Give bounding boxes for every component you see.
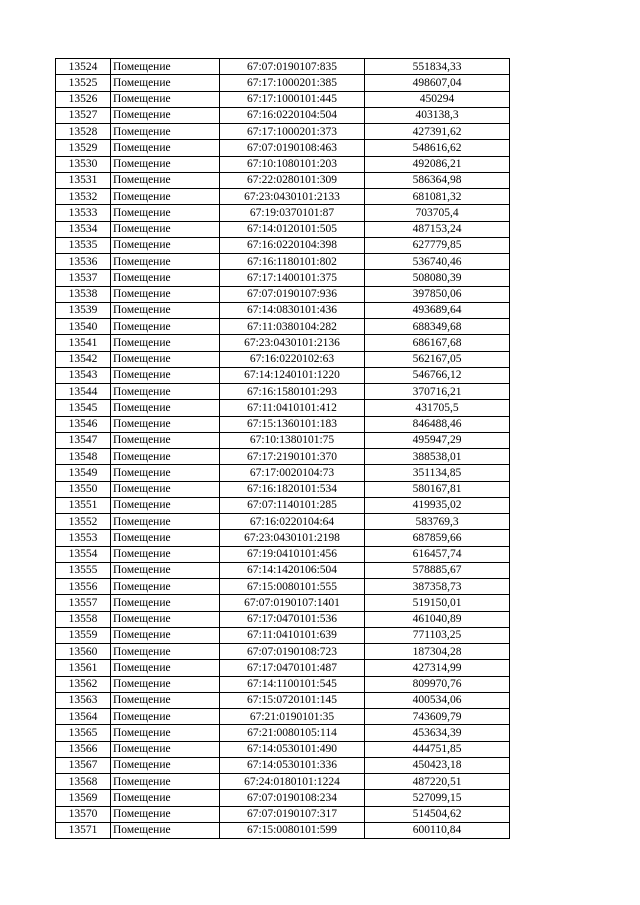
object-type-cell: Помещение xyxy=(111,741,220,757)
row-number-cell: 13535 xyxy=(56,237,111,253)
table-row xyxy=(56,302,510,318)
row-number-cell: 13543 xyxy=(56,367,111,383)
object-type-cell: Помещение xyxy=(111,107,220,123)
object-type-cell: Помещение xyxy=(111,91,220,107)
table-row xyxy=(56,579,510,595)
object-type-cell: Помещение xyxy=(111,270,220,286)
cadastral-number-cell: 67:16:1180101:802 xyxy=(220,254,365,270)
row-number-cell: 13534 xyxy=(56,221,111,237)
cadastral-value-cell: 351134,85 xyxy=(365,465,510,481)
object-type-cell: Помещение xyxy=(111,692,220,708)
cadastral-number-cell: 67:16:0220104:504 xyxy=(220,107,365,123)
cadastral-number-cell: 67:17:0470101:536 xyxy=(220,611,365,627)
row-number-cell: 13532 xyxy=(56,189,111,205)
row-number-cell: 13547 xyxy=(56,432,111,448)
cadastral-number-cell: 67:17:1000201:385 xyxy=(220,75,365,91)
table-row xyxy=(56,335,510,351)
table-row xyxy=(56,124,510,140)
table-row xyxy=(56,221,510,237)
row-number-cell: 13548 xyxy=(56,449,111,465)
cadastral-value-cell: 461040,89 xyxy=(365,611,510,627)
cadastral-value-cell: 616457,74 xyxy=(365,546,510,562)
object-type-cell: Помещение xyxy=(111,172,220,188)
cadastral-number-cell: 67:14:1100101:545 xyxy=(220,676,365,692)
object-type-cell: Помещение xyxy=(111,774,220,790)
row-number-cell: 13525 xyxy=(56,75,111,91)
cadastral-number-cell: 67:23:0430101:2136 xyxy=(220,335,365,351)
cadastral-value-cell: 546766,12 xyxy=(365,367,510,383)
table-row xyxy=(56,660,510,676)
cadastral-value-cell: 403138,3 xyxy=(365,107,510,123)
row-number-cell: 13549 xyxy=(56,465,111,481)
object-type-cell: Помещение xyxy=(111,709,220,725)
table-row xyxy=(56,595,510,611)
row-number-cell: 13570 xyxy=(56,806,111,822)
object-type-cell: Помещение xyxy=(111,189,220,205)
row-number-cell: 13540 xyxy=(56,319,111,335)
cadastral-number-cell: 67:15:0080101:555 xyxy=(220,579,365,595)
cadastral-number-cell: 67:21:0080105:114 xyxy=(220,725,365,741)
table-row xyxy=(56,254,510,270)
cadastral-value-cell: 400534,06 xyxy=(365,692,510,708)
row-number-cell: 13531 xyxy=(56,172,111,188)
table-row xyxy=(56,530,510,546)
table-row xyxy=(56,367,510,383)
table-row xyxy=(56,790,510,806)
cadastral-number-cell: 67:14:0120101:505 xyxy=(220,221,365,237)
table-row xyxy=(56,676,510,692)
object-type-cell: Помещение xyxy=(111,595,220,611)
cadastral-value-cell: 388538,01 xyxy=(365,449,510,465)
cadastral-number-cell: 67:17:1000101:445 xyxy=(220,91,365,107)
cadastral-value-cell: 450294 xyxy=(365,91,510,107)
cadastral-number-cell: 67:21:0190101:35 xyxy=(220,709,365,725)
object-type-cell: Помещение xyxy=(111,384,220,400)
table-row xyxy=(56,319,510,335)
row-number-cell: 13554 xyxy=(56,546,111,562)
row-number-cell: 13536 xyxy=(56,254,111,270)
table-row xyxy=(56,481,510,497)
cadastral-value-cell: 562167,05 xyxy=(365,351,510,367)
object-type-cell: Помещение xyxy=(111,611,220,627)
cadastral-number-cell: 67:07:0190107:1401 xyxy=(220,595,365,611)
cadastral-number-cell: 67:23:0430101:2198 xyxy=(220,530,365,546)
table-row xyxy=(56,75,510,91)
row-number-cell: 13563 xyxy=(56,692,111,708)
object-type-cell: Помещение xyxy=(111,725,220,741)
registry-table xyxy=(55,58,510,839)
row-number-cell: 13544 xyxy=(56,384,111,400)
object-type-cell: Помещение xyxy=(111,205,220,221)
object-type-cell: Помещение xyxy=(111,351,220,367)
table-row xyxy=(56,709,510,725)
table-row xyxy=(56,757,510,773)
cadastral-value-cell: 453634,39 xyxy=(365,725,510,741)
row-number-cell: 13545 xyxy=(56,400,111,416)
table-row xyxy=(56,91,510,107)
cadastral-number-cell: 67:14:1420106:504 xyxy=(220,562,365,578)
cadastral-number-cell: 67:15:1360101:183 xyxy=(220,416,365,432)
object-type-cell: Помещение xyxy=(111,400,220,416)
table-row xyxy=(56,774,510,790)
cadastral-number-cell: 67:07:0190108:723 xyxy=(220,644,365,660)
row-number-cell: 13551 xyxy=(56,497,111,513)
cadastral-value-cell: 498607,04 xyxy=(365,75,510,91)
row-number-cell: 13564 xyxy=(56,709,111,725)
cadastral-value-cell: 519150,01 xyxy=(365,595,510,611)
cadastral-number-cell: 67:16:0220104:64 xyxy=(220,514,365,530)
cadastral-number-cell: 67:14:0830101:436 xyxy=(220,302,365,318)
object-type-cell: Помещение xyxy=(111,367,220,383)
row-number-cell: 13530 xyxy=(56,156,111,172)
table-row xyxy=(56,351,510,367)
object-type-cell: Помещение xyxy=(111,497,220,513)
object-type-cell: Помещение xyxy=(111,319,220,335)
object-type-cell: Помещение xyxy=(111,237,220,253)
cadastral-value-cell: 508080,39 xyxy=(365,270,510,286)
cadastral-value-cell: 687859,66 xyxy=(365,530,510,546)
object-type-cell: Помещение xyxy=(111,757,220,773)
cadastral-value-cell: 627779,85 xyxy=(365,237,510,253)
row-number-cell: 13561 xyxy=(56,660,111,676)
row-number-cell: 13538 xyxy=(56,286,111,302)
cadastral-number-cell: 67:10:1080101:203 xyxy=(220,156,365,172)
cadastral-value-cell: 431705,5 xyxy=(365,400,510,416)
table-row xyxy=(56,384,510,400)
row-number-cell: 13565 xyxy=(56,725,111,741)
cadastral-number-cell: 67:15:0080101:599 xyxy=(220,822,365,838)
table-row xyxy=(56,562,510,578)
cadastral-value-cell: 427314,99 xyxy=(365,660,510,676)
row-number-cell: 13550 xyxy=(56,481,111,497)
row-number-cell: 13526 xyxy=(56,91,111,107)
row-number-cell: 13541 xyxy=(56,335,111,351)
row-number-cell: 13529 xyxy=(56,140,111,156)
cadastral-value-cell: 536740,46 xyxy=(365,254,510,270)
row-number-cell: 13559 xyxy=(56,627,111,643)
cadastral-value-cell: 527099,15 xyxy=(365,790,510,806)
row-number-cell: 13552 xyxy=(56,514,111,530)
row-number-cell: 13560 xyxy=(56,644,111,660)
object-type-cell: Помещение xyxy=(111,660,220,676)
cadastral-value-cell: 586364,98 xyxy=(365,172,510,188)
table-row xyxy=(56,270,510,286)
cadastral-value-cell: 397850,06 xyxy=(365,286,510,302)
cadastral-number-cell: 67:17:1400101:375 xyxy=(220,270,365,286)
object-type-cell: Помещение xyxy=(111,59,220,75)
cadastral-value-cell: 771103,25 xyxy=(365,627,510,643)
table-row xyxy=(56,497,510,513)
cadastral-value-cell: 743609,79 xyxy=(365,709,510,725)
object-type-cell: Помещение xyxy=(111,822,220,838)
table-row xyxy=(56,400,510,416)
cadastral-value-cell: 578885,67 xyxy=(365,562,510,578)
row-number-cell: 13553 xyxy=(56,530,111,546)
object-type-cell: Помещение xyxy=(111,530,220,546)
cadastral-value-cell: 427391,62 xyxy=(365,124,510,140)
object-type-cell: Помещение xyxy=(111,416,220,432)
object-type-cell: Помещение xyxy=(111,790,220,806)
object-type-cell: Помещение xyxy=(111,579,220,595)
table-row xyxy=(56,205,510,221)
object-type-cell: Помещение xyxy=(111,140,220,156)
table-row xyxy=(56,156,510,172)
cadastral-value-cell: 583769,3 xyxy=(365,514,510,530)
table-row xyxy=(56,725,510,741)
cadastral-number-cell: 67:10:1380101:75 xyxy=(220,432,365,448)
row-number-cell: 13527 xyxy=(56,107,111,123)
row-number-cell: 13569 xyxy=(56,790,111,806)
table-row xyxy=(56,546,510,562)
table-row xyxy=(56,237,510,253)
table-row xyxy=(56,59,510,75)
object-type-cell: Помещение xyxy=(111,75,220,91)
cadastral-number-cell: 67:16:1820101:534 xyxy=(220,481,365,497)
object-type-cell: Помещение xyxy=(111,562,220,578)
table-row xyxy=(56,822,510,838)
table-row xyxy=(56,644,510,660)
cadastral-number-cell: 67:22:0280101:309 xyxy=(220,172,365,188)
object-type-cell: Помещение xyxy=(111,432,220,448)
cadastral-number-cell: 67:07:0190107:936 xyxy=(220,286,365,302)
cadastral-number-cell: 67:15:0720101:145 xyxy=(220,692,365,708)
row-number-cell: 13562 xyxy=(56,676,111,692)
row-number-cell: 13556 xyxy=(56,579,111,595)
cadastral-number-cell: 67:07:0190107:835 xyxy=(220,59,365,75)
cadastral-value-cell: 686167,68 xyxy=(365,335,510,351)
row-number-cell: 13566 xyxy=(56,741,111,757)
row-number-cell: 13568 xyxy=(56,774,111,790)
table-row xyxy=(56,741,510,757)
cadastral-number-cell: 67:14:0530101:336 xyxy=(220,757,365,773)
table-row xyxy=(56,514,510,530)
object-type-cell: Помещение xyxy=(111,286,220,302)
cadastral-value-cell: 551834,33 xyxy=(365,59,510,75)
object-type-cell: Помещение xyxy=(111,676,220,692)
cadastral-value-cell: 600110,84 xyxy=(365,822,510,838)
cadastral-value-cell: 703705,4 xyxy=(365,205,510,221)
cadastral-value-cell: 495947,29 xyxy=(365,432,510,448)
cadastral-number-cell: 67:17:0020104:73 xyxy=(220,465,365,481)
cadastral-value-cell: 548616,62 xyxy=(365,140,510,156)
table-row xyxy=(56,806,510,822)
row-number-cell: 13533 xyxy=(56,205,111,221)
cadastral-number-cell: 67:07:0190108:234 xyxy=(220,790,365,806)
cadastral-number-cell: 67:19:0370101:87 xyxy=(220,205,365,221)
row-number-cell: 13542 xyxy=(56,351,111,367)
object-type-cell: Помещение xyxy=(111,546,220,562)
cadastral-number-cell: 67:19:0410101:456 xyxy=(220,546,365,562)
object-type-cell: Помещение xyxy=(111,481,220,497)
table-row xyxy=(56,416,510,432)
object-type-cell: Помещение xyxy=(111,627,220,643)
object-type-cell: Помещение xyxy=(111,449,220,465)
row-number-cell: 13528 xyxy=(56,124,111,140)
row-number-cell: 13571 xyxy=(56,822,111,838)
cadastral-value-cell: 370716,21 xyxy=(365,384,510,400)
cadastral-value-cell: 514504,62 xyxy=(365,806,510,822)
registry-table-body xyxy=(56,59,510,839)
cadastral-number-cell: 67:16:0220104:398 xyxy=(220,237,365,253)
cadastral-number-cell: 67:17:1000201:373 xyxy=(220,124,365,140)
cadastral-number-cell: 67:11:0410101:412 xyxy=(220,400,365,416)
cadastral-value-cell: 187304,28 xyxy=(365,644,510,660)
cadastral-number-cell: 67:07:1140101:285 xyxy=(220,497,365,513)
table-row xyxy=(56,107,510,123)
cadastral-number-cell: 67:07:0190107:317 xyxy=(220,806,365,822)
table-row xyxy=(56,140,510,156)
row-number-cell: 13546 xyxy=(56,416,111,432)
cadastral-value-cell: 450423,18 xyxy=(365,757,510,773)
object-type-cell: Помещение xyxy=(111,644,220,660)
object-type-cell: Помещение xyxy=(111,156,220,172)
table-row xyxy=(56,627,510,643)
cadastral-number-cell: 67:23:0430101:2133 xyxy=(220,189,365,205)
object-type-cell: Помещение xyxy=(111,124,220,140)
object-type-cell: Помещение xyxy=(111,514,220,530)
table-row xyxy=(56,286,510,302)
table-row xyxy=(56,465,510,481)
row-number-cell: 13537 xyxy=(56,270,111,286)
cadastral-value-cell: 493689,64 xyxy=(365,302,510,318)
object-type-cell: Помещение xyxy=(111,335,220,351)
row-number-cell: 13555 xyxy=(56,562,111,578)
object-type-cell: Помещение xyxy=(111,254,220,270)
row-number-cell: 13524 xyxy=(56,59,111,75)
row-number-cell: 13557 xyxy=(56,595,111,611)
table-row xyxy=(56,432,510,448)
table-row xyxy=(56,611,510,627)
cadastral-value-cell: 487220,51 xyxy=(365,774,510,790)
cadastral-number-cell: 67:11:0380104:282 xyxy=(220,319,365,335)
object-type-cell: Помещение xyxy=(111,465,220,481)
object-type-cell: Помещение xyxy=(111,221,220,237)
cadastral-value-cell: 492086,21 xyxy=(365,156,510,172)
cadastral-value-cell: 419935,02 xyxy=(365,497,510,513)
table-row xyxy=(56,692,510,708)
row-number-cell: 13558 xyxy=(56,611,111,627)
cadastral-value-cell: 809970,76 xyxy=(365,676,510,692)
cadastral-value-cell: 387358,73 xyxy=(365,579,510,595)
cadastral-number-cell: 67:14:1240101:1220 xyxy=(220,367,365,383)
cadastral-value-cell: 580167,81 xyxy=(365,481,510,497)
cadastral-value-cell: 444751,85 xyxy=(365,741,510,757)
cadastral-number-cell: 67:24:0180101:1224 xyxy=(220,774,365,790)
cadastral-number-cell: 67:16:1580101:293 xyxy=(220,384,365,400)
cadastral-value-cell: 487153,24 xyxy=(365,221,510,237)
cadastral-number-cell: 67:11:0410101:639 xyxy=(220,627,365,643)
table-row xyxy=(56,449,510,465)
cadastral-number-cell: 67:17:2190101:370 xyxy=(220,449,365,465)
cadastral-value-cell: 846488,46 xyxy=(365,416,510,432)
row-number-cell: 13567 xyxy=(56,757,111,773)
object-type-cell: Помещение xyxy=(111,806,220,822)
cadastral-number-cell: 67:16:0220102:63 xyxy=(220,351,365,367)
cadastral-value-cell: 681081,32 xyxy=(365,189,510,205)
cadastral-number-cell: 67:17:0470101:487 xyxy=(220,660,365,676)
cadastral-number-cell: 67:07:0190108:463 xyxy=(220,140,365,156)
table-row xyxy=(56,189,510,205)
object-type-cell: Помещение xyxy=(111,302,220,318)
cadastral-value-cell: 688349,68 xyxy=(365,319,510,335)
row-number-cell: 13539 xyxy=(56,302,111,318)
table-row xyxy=(56,172,510,188)
cadastral-number-cell: 67:14:0530101:490 xyxy=(220,741,365,757)
